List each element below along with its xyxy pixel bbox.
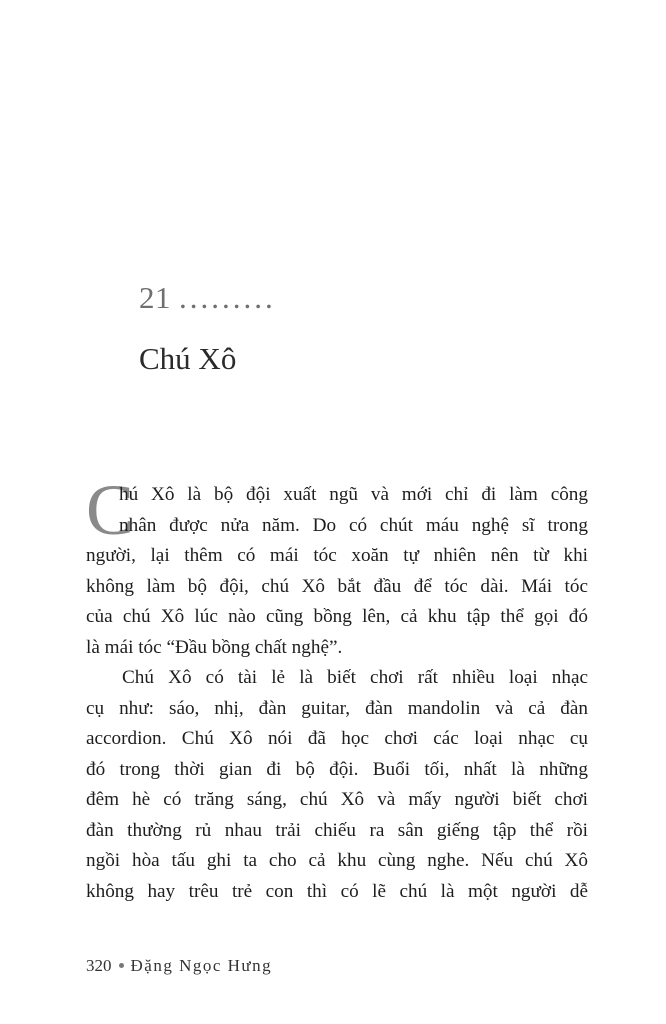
chapter-number-value: 21 [139,280,171,315]
paragraph2-line: đàn thường rủ nhau trải chiếu ra sân giếng tập thể rồi [86,819,588,841]
paragraph2-line: ngồi hòa tấu ghi ta cho cả khu cùng nghe. Nếu chú Xô [86,850,588,871]
body-text [86,480,588,907]
page-number: 320 [86,956,112,975]
paragraph2-line: đêm hè có trăng sáng, chú Xô và mấy người biết chơi [86,789,588,810]
chapter-title: Chú Xô [139,341,237,376]
footer-separator [119,963,124,968]
paragraph1-line: người, lại thêm có mái tóc xoăn tự nhiên nên từ khi [86,545,588,566]
paragraph2-line: Chú Xô có tài lẻ là biết chơi rất nhiều loại nhạc [122,667,588,688]
page-footer [86,956,272,976]
paragraph2-line: accordion. Chú Xô nói đã học chơi các loại nhạc cụ [86,728,588,749]
paragraph2-line: đó trong thời gian đi bộ đội. Buổi tối, nhất là những [86,758,588,780]
chapter-number [139,280,276,316]
paragraph1-line: không làm bộ đội, chú Xô bắt đầu để tóc dài. Mái tóc [86,575,588,597]
chapter-number-dots: ......... [179,280,276,315]
paragraph2-line: không hay trêu trẻ con thì có lẽ chú là một người dễ [86,880,588,902]
paragraph1-line: của chú Xô lúc nào cũng bồng lên, cả khu tập thể gọi đó [86,606,588,627]
author-name: Đặng Ngọc Hưng [130,956,273,975]
paragraph1-line: hú Xô là bộ đội xuất ngũ và mới chỉ đi làm công [119,484,588,505]
paragraph2-line: cụ như: sáo, nhị, đàn guitar, đàn mandolin và cả đàn [86,697,588,719]
drop-cap: C [86,470,135,550]
paragraph1-line: nhân được nửa năm. Do có chút máu nghệ sĩ trong [119,514,588,536]
paragraph1-line: là mái tóc “Đầu bồng chất nghệ”. [86,636,343,658]
